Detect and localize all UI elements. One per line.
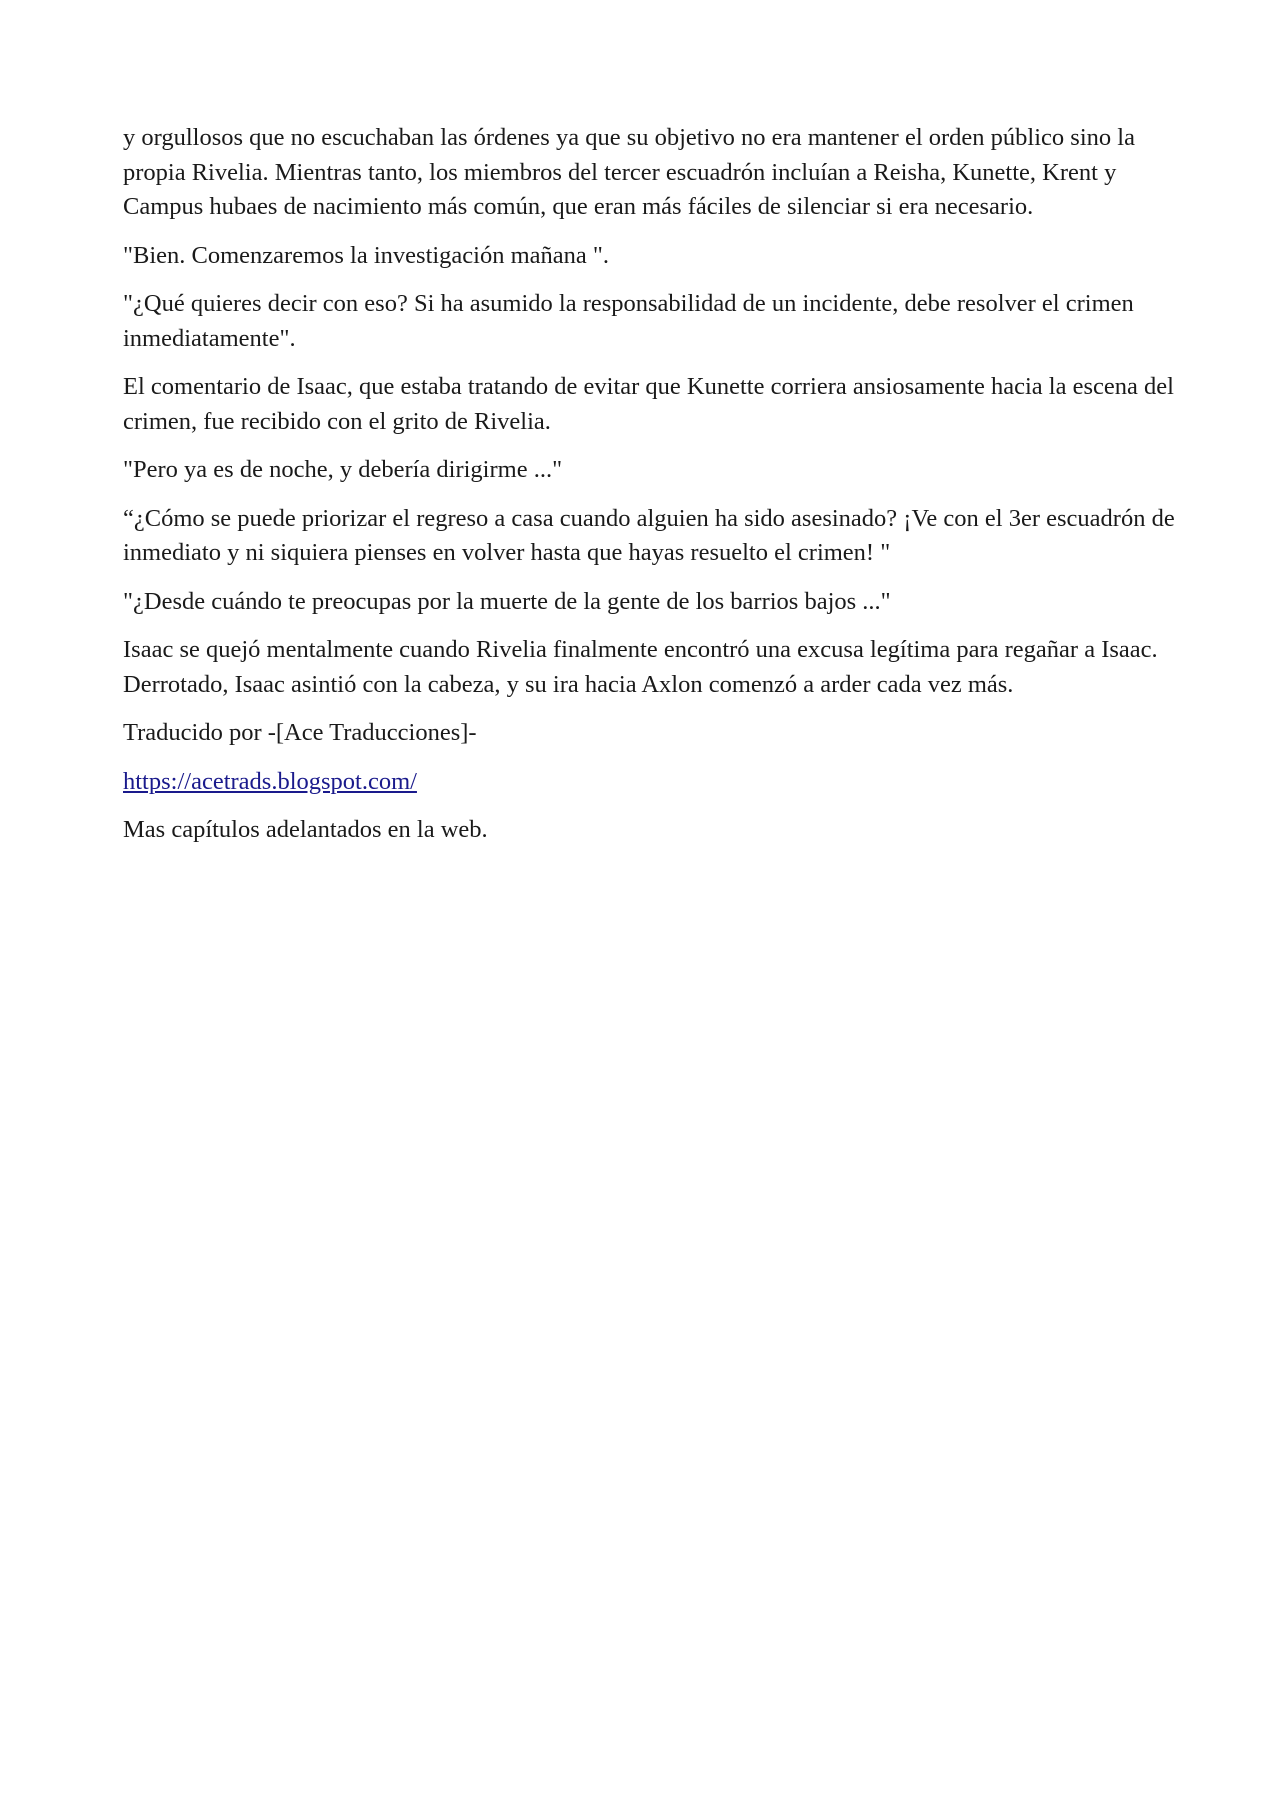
blog-link[interactable]: https://acetrads.blogspot.com/ [123, 767, 417, 795]
link-paragraph [123, 765, 1183, 800]
footer-note: Mas capítulos adelantados en la web. [123, 816, 488, 843]
paragraph-8: Isaac se quejó mentalmente cuando Rivelia finalmente encontró una excusa legítima para regañar a Isaac. Derrotado, Isaac asintió con la cabeza, y su ira hacia Axlon comenzó a arder cada vez más. [123, 636, 1158, 698]
paragraph-4: El comentario de Isaac, que estaba tratando de evitar que Kunette corriera ansiosamente hacia la escena del crimen, fue recibido con el grito de Rivelia. [123, 373, 1174, 435]
translator-credit: Traducido por -[Ace Traducciones]- [123, 719, 477, 746]
document-body [123, 121, 1183, 862]
paragraph-2: "Bien. Comenzaremos la investigación mañana ". [123, 241, 610, 269]
paragraph-3: "¿Qué quieres decir con eso? Si ha asumido la responsabilidad de un incidente, debe resolver el crimen inmediatamente". [123, 290, 1134, 352]
paragraph-6: “¿Cómo se puede priorizar el regreso a casa cuando alguien ha sido asesinado? ¡Ve con el 3er escuadrón de inmediato y ni siquiera pienses en volver hasta que hayas resuelto el crimen! " [123, 504, 1175, 566]
paragraph-5: "Pero ya es de noche, y debería dirigirme ..." [123, 456, 563, 483]
paragraph-1: y orgullosos que no escuchaban las órdenes ya que su objetivo no era mantener el orden público sino la propia Rivelia. Mientras tanto, los miembros del tercer escuadrón incluían a Reisha, Kunette, Krent y Campus hubaes de nacimiento más común, que eran más fáciles de silenciar si era necesario. [123, 124, 1135, 220]
paragraph-7: "¿Desde cuándo te preocupas por la muerte de la gente de los barrios bajos ..." [123, 587, 891, 615]
